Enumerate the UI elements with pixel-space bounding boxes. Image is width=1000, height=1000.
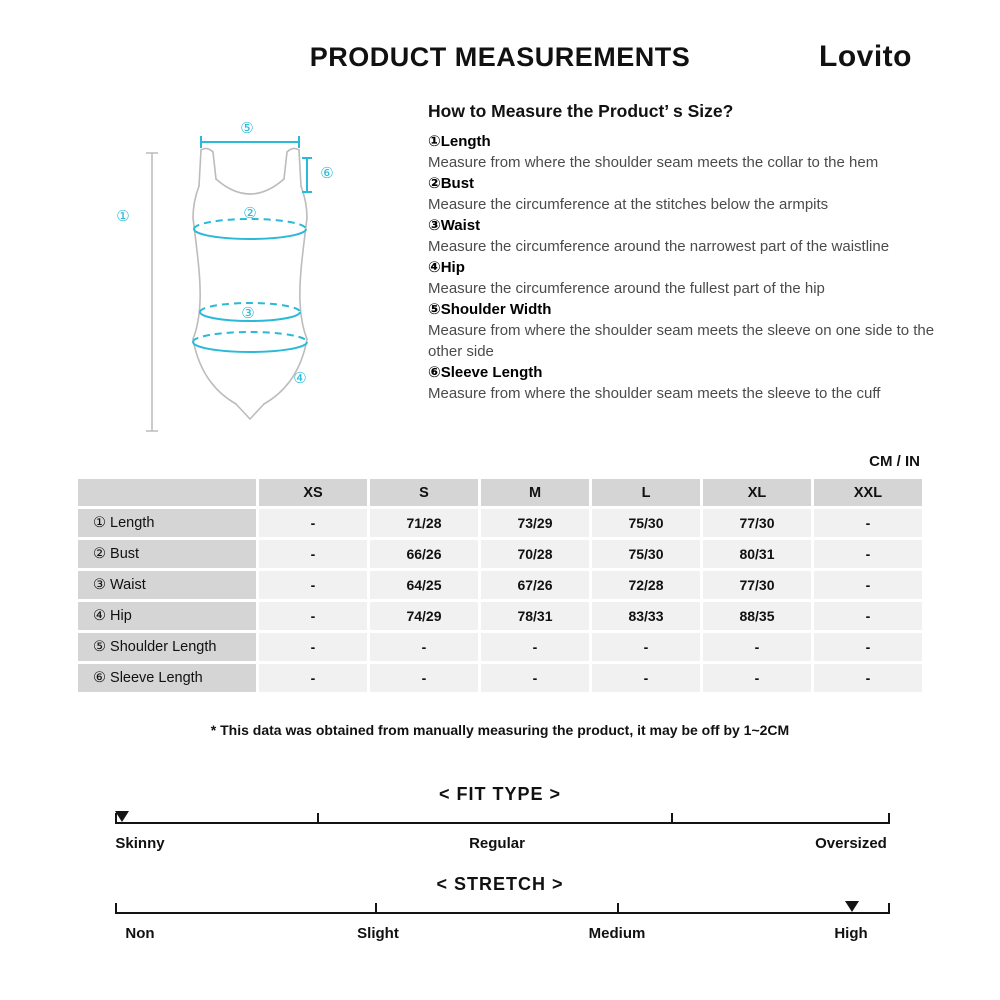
fit-type-scale <box>115 810 890 824</box>
table-cell: - <box>703 633 811 661</box>
fit-type-title: < FIT TYPE > <box>438 784 562 804</box>
diagram-label-bust: ② <box>243 204 257 222</box>
table-cell: - <box>259 664 367 692</box>
table-cell: - <box>259 602 367 630</box>
fit-type-label-oversized: Oversized <box>815 835 887 852</box>
table-cell: 73/29 <box>481 509 589 537</box>
row-label-shoulder-length: ⑤ Shoulder Length <box>78 633 256 661</box>
how-to-item-desc: Measure the circumference at the stitches below the armpits <box>428 196 829 213</box>
stretch-scale-bar <box>115 912 890 914</box>
diagram-label-sleeve: ⑥ <box>320 164 334 182</box>
unit-label: CM / IN <box>869 453 920 470</box>
how-to-item-label: ③Waist <box>428 217 481 234</box>
how-to-item-desc: Measure the circumference around the fullest part of the hip <box>428 280 825 297</box>
measurement-footnote: * This data was obtained from manually measuring the product, it may be off by 1~2CM <box>210 722 790 738</box>
table-cell: 66/26 <box>370 540 478 568</box>
table-cell: - <box>814 602 922 630</box>
table-cell: - <box>592 664 700 692</box>
scale-tick <box>115 903 117 914</box>
table-cell: - <box>370 633 478 661</box>
table-cell: 80/31 <box>703 540 811 568</box>
table-cell: 75/30 <box>592 540 700 568</box>
table-cell: - <box>259 571 367 599</box>
scale-tick <box>617 903 619 914</box>
table-cell: 67/26 <box>481 571 589 599</box>
table-cell: 88/35 <box>703 602 811 630</box>
how-to-item-label: ⑤Shoulder Width <box>428 301 552 318</box>
how-to-item <box>428 215 944 257</box>
scale-tick <box>375 903 377 914</box>
how-to-item-desc: Measure from where the shoulder seam meets the sleeve to the cuff <box>428 385 881 402</box>
column-header-corner <box>78 479 256 506</box>
how-to-item-label: ②Bust <box>428 175 475 192</box>
table-cell: - <box>481 664 589 692</box>
table-cell: - <box>259 509 367 537</box>
table-cell: - <box>370 664 478 692</box>
swimsuit-outline <box>193 148 307 419</box>
diagram-label-length: ① <box>116 207 130 225</box>
scale-tick <box>888 813 890 824</box>
diagram-label-hip: ④ <box>293 369 307 387</box>
length-measure-line <box>146 153 158 431</box>
brand-logo: Lovito <box>819 40 912 73</box>
how-to-item <box>428 173 944 215</box>
how-to-title: How to Measure the Product’ s Size? <box>428 101 734 121</box>
table-cell: - <box>814 571 922 599</box>
row-label-length: ① Length <box>78 509 256 537</box>
shoulder-width-arrow <box>201 136 299 148</box>
table-cell: 71/28 <box>370 509 478 537</box>
fit-type-scale-bar <box>115 822 890 824</box>
stretch-label-medium: Medium <box>588 925 646 942</box>
table-cell: - <box>814 664 922 692</box>
stretch-title: < STRETCH > <box>436 874 564 894</box>
row-label-waist: ③ Waist <box>78 571 256 599</box>
fit-type-label-regular: Regular <box>469 835 525 852</box>
scale-tick <box>888 903 890 914</box>
column-header-xs: XS <box>259 479 367 506</box>
table-cell: 72/28 <box>592 571 700 599</box>
column-header-xxl: XXL <box>814 479 922 506</box>
fit-type-label-skinny: Skinny <box>115 835 165 852</box>
table-cell: - <box>259 540 367 568</box>
page-title: PRODUCT MEASUREMENTS <box>309 42 691 72</box>
how-to-item-label: ①Length <box>428 133 491 150</box>
how-to-item-desc: Measure from where the shoulder seam meets the sleeve on one side to the other side <box>428 322 935 360</box>
column-header-s: S <box>370 479 478 506</box>
table-cell: 83/33 <box>592 602 700 630</box>
stretch-marker <box>845 901 859 912</box>
how-to-item-desc: Measure from where the shoulder seam meets the collar to the hem <box>428 154 879 171</box>
how-to-item <box>428 299 944 362</box>
how-to-item <box>428 257 944 299</box>
scale-tick <box>317 813 319 824</box>
column-header-l: L <box>592 479 700 506</box>
table-cell: - <box>592 633 700 661</box>
sleeve-length-arrow <box>302 158 312 192</box>
stretch-scale <box>115 900 890 914</box>
table-cell: 75/30 <box>592 509 700 537</box>
row-label-hip: ④ Hip <box>78 602 256 630</box>
table-cell: 70/28 <box>481 540 589 568</box>
hip-measure-ellipse <box>193 332 307 352</box>
stretch-label-slight: Slight <box>357 925 399 942</box>
table-cell: 77/30 <box>703 571 811 599</box>
stretch-label-non: Non <box>125 925 155 942</box>
measurement-diagram <box>100 106 345 446</box>
how-to-item-label: ④Hip <box>428 259 465 276</box>
row-label-sleeve-length: ⑥ Sleeve Length <box>78 664 256 692</box>
table-cell: - <box>814 540 922 568</box>
table-cell: 64/25 <box>370 571 478 599</box>
scale-tick <box>671 813 673 824</box>
how-to-item-desc: Measure the circumference around the narrowest part of the waistline <box>428 238 890 255</box>
size-table <box>78 479 922 692</box>
table-cell: - <box>814 509 922 537</box>
how-to-section <box>428 101 944 404</box>
table-cell: 77/30 <box>703 509 811 537</box>
how-to-item <box>428 362 944 404</box>
diagram-label-waist: ③ <box>241 304 255 322</box>
stretch-label-high: High <box>834 925 868 942</box>
table-cell: - <box>481 633 589 661</box>
column-header-m: M <box>481 479 589 506</box>
table-cell: - <box>259 633 367 661</box>
diagram-label-shoulder: ⑤ <box>240 119 254 137</box>
column-header-xl: XL <box>703 479 811 506</box>
how-to-item <box>428 131 944 173</box>
table-cell: - <box>814 633 922 661</box>
bust-measure-ellipse <box>194 219 306 239</box>
row-label-bust: ② Bust <box>78 540 256 568</box>
how-to-item-label: ⑥Sleeve Length <box>428 364 543 381</box>
swimsuit-diagram-svg <box>100 106 345 441</box>
table-cell: - <box>703 664 811 692</box>
table-cell: 74/29 <box>370 602 478 630</box>
fit-type-marker <box>115 811 129 822</box>
table-cell: 78/31 <box>481 602 589 630</box>
